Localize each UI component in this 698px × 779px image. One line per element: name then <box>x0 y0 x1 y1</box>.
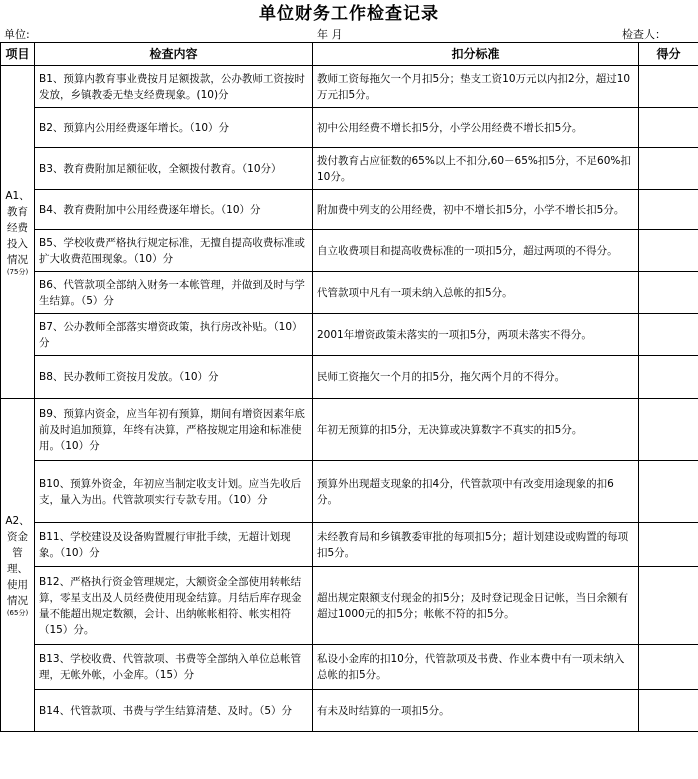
date-label: 年 月 <box>317 28 343 41</box>
score-cell <box>639 66 698 108</box>
deduction-criteria: 教师工资每拖欠一个月扣5分；垫支工资10万元以内扣2分，超过10万元扣5分。 <box>313 66 639 108</box>
table-row <box>1 190 698 230</box>
check-content: B11、学校建设及设备购置履行审批手续，无超计划现象。（10）分 <box>35 523 313 567</box>
score-cell <box>639 399 698 461</box>
table-row <box>1 523 698 567</box>
check-content: B3、教育费附加足额征收，全额拨付教育。（10分） <box>35 148 313 190</box>
table-row <box>1 645 698 690</box>
inspector-label: 检查人： <box>622 28 666 41</box>
score-cell <box>639 148 698 190</box>
deduction-criteria: 初中公用经费不增长扣5分，小学公用经费不增长扣5分。 <box>313 108 639 148</box>
column-header-item: 项目 <box>1 43 35 66</box>
category-name: A1、教育经费投入情况 <box>5 189 30 266</box>
score-cell <box>639 108 698 148</box>
check-content: B4、教育费附加中公用经费逐年增长。（10）分 <box>35 190 313 230</box>
table-row <box>1 461 698 523</box>
deduction-criteria: 自立收费项目和提高收费标准的一项扣5分，超过两项的不得分。 <box>313 230 639 272</box>
deduction-criteria: 2001年增资政策未落实的一项扣5分，两项未落实不得分。 <box>313 314 639 356</box>
deduction-criteria: 预算外出现超支现象的扣4分，代管款项中有改变用途现象的扣6分。 <box>313 461 639 523</box>
category-cell-a2 <box>1 399 35 732</box>
column-header-score: 得分 <box>639 43 698 66</box>
category-score: (75分) <box>6 267 29 276</box>
deduction-criteria: 私设小金库的扣10分，代管款项及书费、作业本费中有一项未纳入总帐的扣5分。 <box>313 645 639 690</box>
score-cell <box>639 690 698 732</box>
deduction-criteria: 附加费中列支的公用经费，初中不增长扣5分，小学不增长扣5分。 <box>313 190 639 230</box>
check-content: B13、学校收费、代管款项、书费等全部纳入单位总帐管理，无帐外帐，小金库。（15）分 <box>35 645 313 690</box>
table-row <box>1 272 698 314</box>
deduction-criteria: 民师工资拖欠一个月的扣5分，拖欠两个月的不得分。 <box>313 356 639 399</box>
category-cell-a1 <box>1 66 35 399</box>
check-content: B1、预算内教育事业费按月足额拨款，公办教师工资按时发放，乡镇教委无垫支经费现象。(10)分 <box>35 66 313 108</box>
table-row <box>1 356 698 399</box>
score-cell <box>639 523 698 567</box>
page-title: 单位财务工作检查记录 <box>259 4 439 24</box>
table-row <box>1 314 698 356</box>
deduction-criteria: 超出规定限额支付现金的扣5分；及时登记现金日记帐，当日余额有超过1000元的扣5分；帐帐不符的扣5分。 <box>313 567 639 645</box>
check-content: B10、预算外资金，年初应当制定收支计划。应当先收后支，量入为出。代管款项实行专款专用。（10）分 <box>35 461 313 523</box>
check-content: B14、代管款项、书费与学生结算清楚、及时。（5）分 <box>35 690 313 732</box>
column-header-criteria: 扣分标准 <box>313 43 639 66</box>
table-row <box>1 399 698 461</box>
table-row <box>1 66 698 108</box>
score-cell <box>639 230 698 272</box>
check-content: B7、公办教师全部落实增资政策，执行房改补贴。（10）分 <box>35 314 313 356</box>
score-cell <box>639 645 698 690</box>
table-row <box>1 690 698 732</box>
score-cell <box>639 567 698 645</box>
inspection-table <box>0 42 698 732</box>
check-content: B5、学校收费严格执行规定标准，无擅自提高收费标准或扩大收费范围现象。（10）分 <box>35 230 313 272</box>
deduction-criteria: 拨付教育占应征数的65%以上不扣分,60－65%扣5分，不足60%扣10分。 <box>313 148 639 190</box>
category-score: (65分) <box>6 608 29 617</box>
category-name: A2、资金管理、使用情况 <box>5 514 30 607</box>
deduction-criteria: 有未及时结算的一项扣5分。 <box>313 690 639 732</box>
deduction-criteria: 未经教育局和乡镇教委审批的每项扣5分；超计划建设或购置的每项扣5分。 <box>313 523 639 567</box>
check-content: B9、预算内资金，应当年初有预算，期间有增资因素年底前及时追加预算，年终有决算，严格按规定用途和标准使用。（10）分 <box>35 399 313 461</box>
table-row <box>1 108 698 148</box>
deduction-criteria: 年初无预算的扣5分，无决算或决算数字不真实的扣5分。 <box>313 399 639 461</box>
table-row <box>1 567 698 645</box>
score-cell <box>639 272 698 314</box>
column-header-content: 检查内容 <box>35 43 313 66</box>
score-cell <box>639 314 698 356</box>
table-header-row <box>1 43 698 66</box>
unit-label: 单位: <box>4 28 30 41</box>
deduction-criteria: 代管款项中凡有一项未纳入总帐的扣5分。 <box>313 272 639 314</box>
check-content: B8、民办教师工资按月发放。（10）分 <box>35 356 313 399</box>
check-content: B2、预算内公用经费逐年增长。（10）分 <box>35 108 313 148</box>
table-row <box>1 230 698 272</box>
score-cell <box>639 356 698 399</box>
check-content: B12、严格执行资金管理规定，大额资金全部使用转帐结算，零星支出及人员经费使用现金结算。月结后库存现金量不能超出规定数额，会计、出纳帐帐相符、帐实相符（15）分。 <box>35 567 313 645</box>
score-cell <box>639 461 698 523</box>
score-cell <box>639 190 698 230</box>
table-row <box>1 148 698 190</box>
check-content: B6、代管款项全部纳入财务一本帐管理，并做到及时与学生结算。（5）分 <box>35 272 313 314</box>
